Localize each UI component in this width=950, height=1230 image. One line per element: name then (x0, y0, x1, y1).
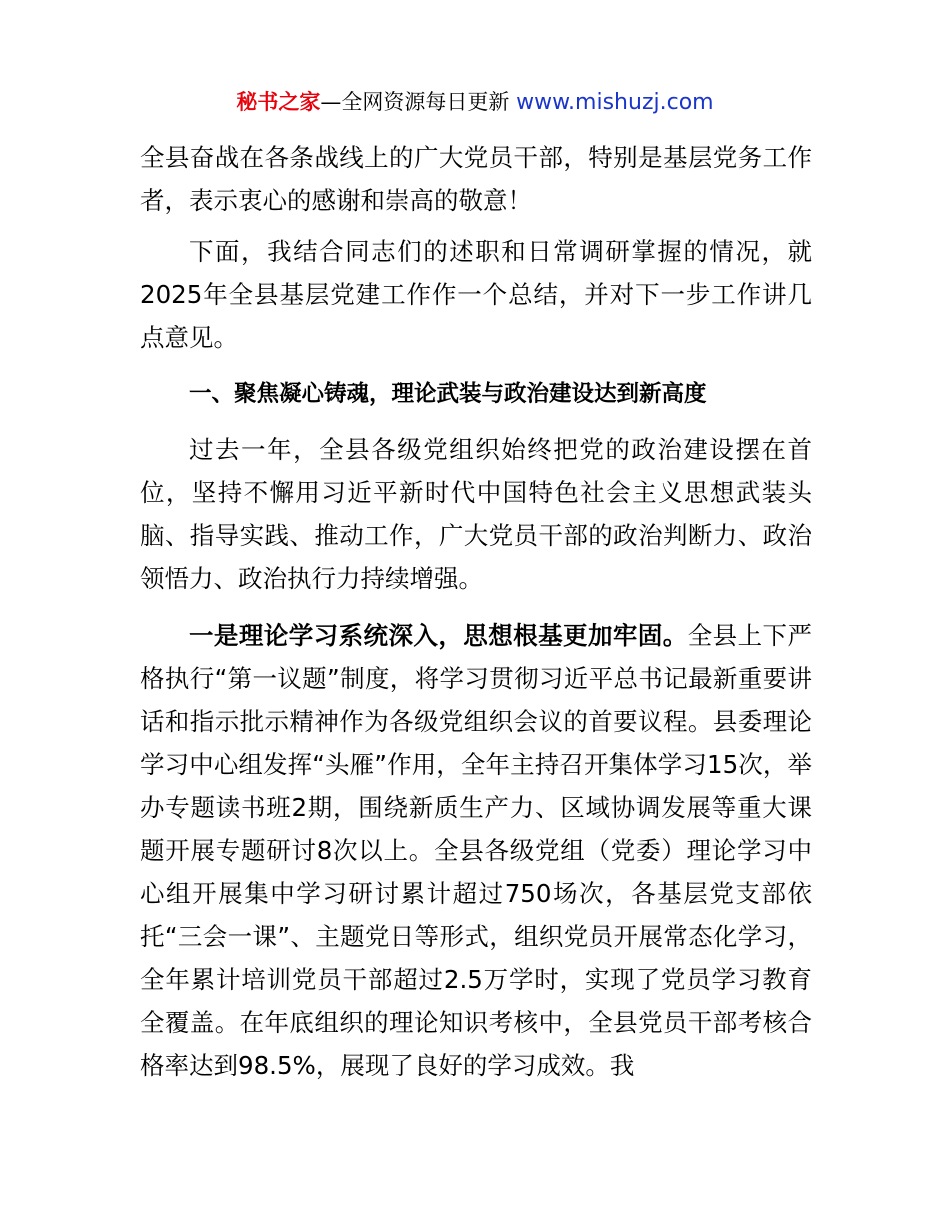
page-header (0, 88, 950, 117)
paragraph-1: 全县奋战在各条战线上的广大党员干部，特别是基层党务工作者，表示衷心的感谢和崇高的敬意！ (140, 143, 812, 215)
paragraph-4 (140, 614, 812, 1087)
site-url-link[interactable]: www.mishuzj.com (516, 90, 714, 115)
header-tagline: —全网资源每日更新 (320, 90, 517, 114)
document-body (140, 136, 812, 1101)
paragraph-4-lead: 一是理论学习系统深入，思想根基更加牢固。 (189, 621, 688, 650)
section-heading-1: 一、聚焦凝心铸魂，理论武装与政治建设达到新高度 (189, 381, 707, 407)
paragraph-3: 过去一年，全县各级党组织始终把党的政治建设摆在首位，坚持不懈用习近平新时代中国特色社会主义思想武装头脑、指导实践、推动工作，广大党员干部的政治判断力、政治领悟力、政治执行力持续增强。 (140, 435, 812, 593)
brand-name: 秘书之家 (236, 90, 321, 114)
paragraph-2: 下面，我结合同志们的述职和日常调研掌握的情况，就2025年全县基层党建工作作一个总结，并对下一步工作讲几点意见。 (140, 237, 812, 352)
paragraph-4-body: 全县上下严格执行“第一议题”制度，将学习贯彻习近平总书记最新重要讲话和指示批示精神作为各级党组织会议的首要议程。县委理论学习中心组发挥“头雁”作用，全年主持召开集体学习15次，举办专题读书班2期，围绕新质生产力、区域协调发展等重大课题开展专题研讨8次以上。全县各级党组（党委）理论学习中心组开展集中学习研讨累计超过750场次，各基层党支部依托“三会一课”、主题党日等形式，组织党员开展常态化学习，全年累计培训党员干部超过2.5万学时，实现了党员学习教育全覆盖。在年底组织的理论知识考核中，全县党员干部考核合格率达到98.5%，展现了良好的学习成效。我 (140, 621, 812, 1080)
